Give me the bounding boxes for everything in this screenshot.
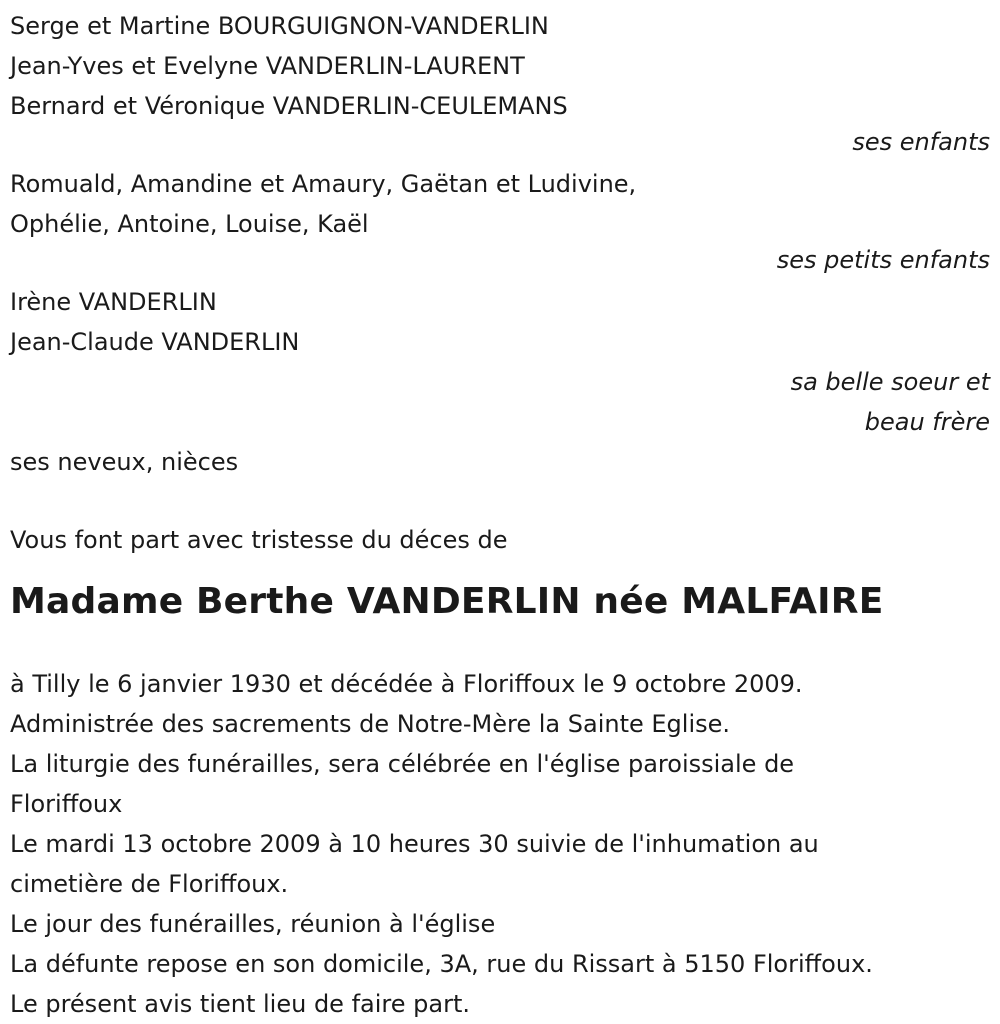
detail-line: La liturgie des funérailles, sera célébrée en l'église paroissiale de [10, 750, 795, 778]
detail-line: à Tilly le 6 janvier 1930 et décédée à Floriffoux le 9 octobre 2009. [10, 670, 803, 698]
child-line: Serge et Martine BOURGUIGNON-VANDERLIN [10, 12, 549, 40]
detail-line: Le jour des funérailles, réunion à l'église [10, 910, 496, 938]
nephews-line: ses neveux, nièces [10, 448, 239, 476]
detail-line: cimetière de Floriffoux. [10, 870, 289, 898]
grandchildren-section [10, 164, 990, 276]
siblings-role-line1: sa belle soeur et [790, 368, 990, 396]
detail-line: La défunte repose en son domicile, 3A, rue du Rissart à 5150 Floriffoux. [10, 950, 873, 978]
sibling-line: Irène VANDERLIN [10, 288, 217, 316]
siblings-section [10, 282, 990, 442]
detail-line: Administrée des sacrements de Notre-Mère la Sainte Eglise. [10, 710, 731, 738]
details-section [10, 664, 990, 1024]
detail-line: Floriffoux [10, 790, 123, 818]
children-section [10, 6, 990, 158]
child-line: Jean-Yves et Evelyne VANDERLIN-LAURENT [10, 52, 525, 80]
child-line: Bernard et Véronique VANDERLIN-CEULEMANS [10, 92, 568, 120]
siblings-role-line2: beau frère [864, 408, 990, 436]
announcement-line: Vous font part avec tristesse du déces de [10, 526, 508, 554]
grandchild-line: Ophélie, Antoine, Louise, Kaël [10, 210, 369, 238]
spacer [10, 560, 990, 578]
grandchildren-role: ses petits enfants [776, 246, 990, 274]
detail-line: Le présent avis tient lieu de faire part. [10, 990, 470, 1018]
spacer [10, 482, 990, 520]
children-role: ses enfants [852, 128, 990, 156]
deceased-name: Madame Berthe VANDERLIN née MALFAIRE [10, 581, 884, 622]
grandchild-line: Romuald, Amandine et Amaury, Gaëtan et Ludivine, [10, 170, 637, 198]
spacer [10, 626, 990, 664]
detail-line: Le mardi 13 octobre 2009 à 10 heures 30 suivie de l'inhumation au [10, 830, 819, 858]
sibling-line: Jean-Claude VANDERLIN [10, 328, 300, 356]
